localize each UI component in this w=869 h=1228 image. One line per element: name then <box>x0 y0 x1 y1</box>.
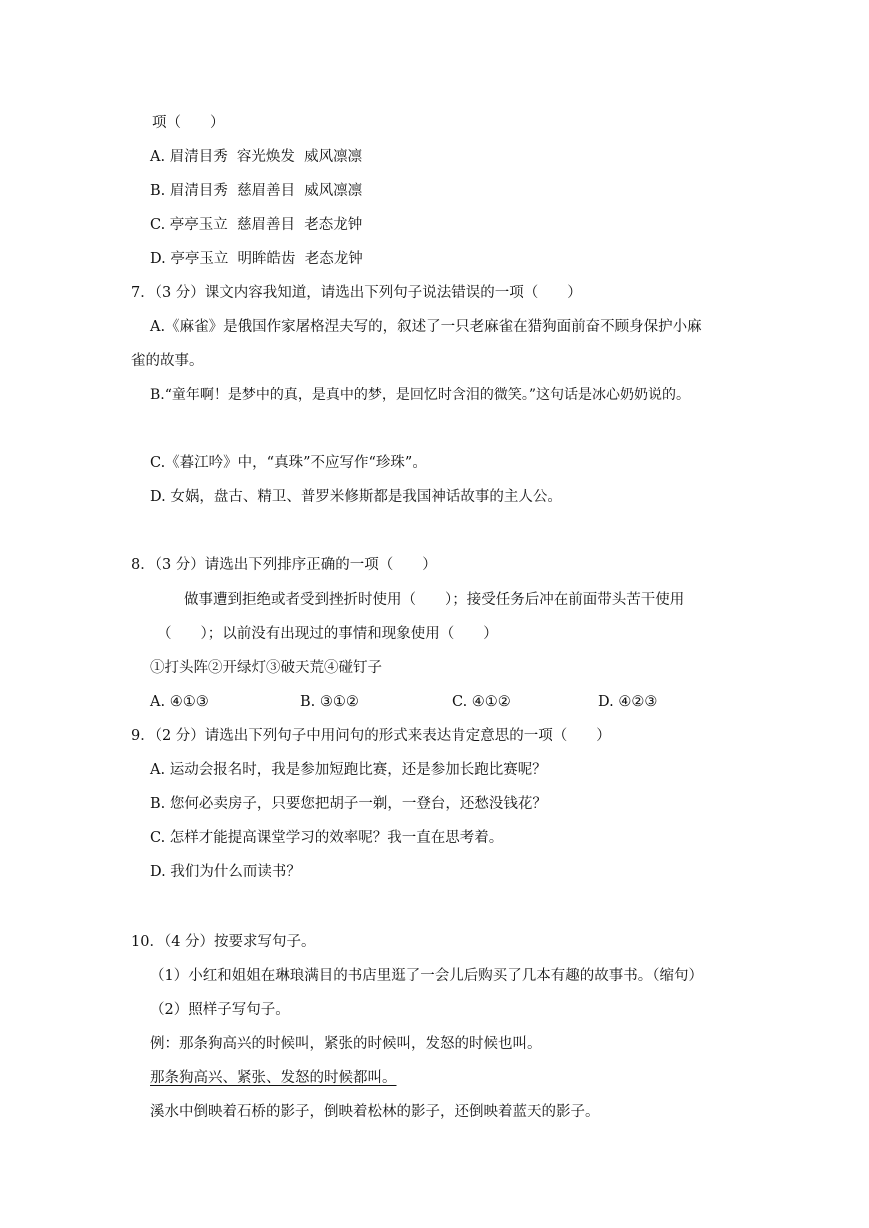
q6-option-a: A. 眉清目秀 容光焕发 威风凛凛 <box>150 149 363 165</box>
q9-option-b: B. 您何必卖房子，只要您把胡子一剃，一登台，还愁没钱花？ <box>150 796 547 812</box>
q8-option-b: B. ③①② <box>300 694 359 710</box>
q7-option-a-line1: A.《麻雀》是俄国作家屠格涅夫写的，叙述了一只老麻雀在猎狗面前奋不顾身保护小麻 <box>150 319 702 335</box>
q6-option-b: B. 眉清目秀 慈眉善目 威风凛凛 <box>150 183 363 199</box>
q10-example-line: 例：那条狗高兴的时候叫，紧张的时候叫，发怒的时候也叫。 <box>150 1036 542 1052</box>
q8-option-c: C. ④①② <box>452 694 511 710</box>
q7-option-a-line2: 雀的故事。 <box>131 353 204 369</box>
q6-option-d: D. 亭亭玉立 明眸皓齿 老态龙钟 <box>150 251 363 267</box>
q8-option-d: D. ④②③ <box>598 694 658 710</box>
q9-stem: 9．（2 分）请选出下列句子中用问句的形式来表达肯定意思的一项（ ） <box>131 728 611 744</box>
q10-task-sentence: 溪水中倒映着石桥的影子，倒映着松林的影子，还倒映着蓝天的影子。 <box>150 1104 600 1120</box>
q9-option-c: C. 怎样才能提高课堂学习的效率呢？我一直在思考着。 <box>150 830 504 846</box>
q6-option-c: C. 亭亭玉立 慈眉善目 老态龙钟 <box>150 217 363 233</box>
q6-stem-end: 项（ ） <box>152 115 225 131</box>
q8-body-line2: （ ）；以前没有出现过的事情和现象使用（ ） <box>157 626 498 642</box>
q9-option-d: D. 我们为什么而读书？ <box>150 864 301 880</box>
q8-body-line1: 做事遭到拒绝或者受到挫折时使用（ ）；接受任务后冲在前面带头苦干使用 <box>184 592 685 608</box>
q8-stem: 8．（3 分）请选出下列排序正确的一项（ ） <box>131 557 437 573</box>
q10-stem: 10．（4 分）按要求写句子。 <box>131 934 316 950</box>
q8-option-a: A. ④①③ <box>150 694 209 710</box>
q8-items: ①打头阵②开绿灯③破天荒④碰钉子 <box>150 660 382 676</box>
q10-part1: （1）小红和姐姐在琳琅满目的书店里逛了一会儿后购买了几本有趣的故事书。（缩句） <box>150 968 703 984</box>
q7-option-c: C.《暮江吟》中，“真珠”不应写作“珍珠”。 <box>150 455 427 471</box>
q7-stem: 7．（3 分）课文内容我知道，请选出下列句子说法错误的一项（ ） <box>131 285 582 301</box>
q7-option-b: B.“童年啊！是梦中的真，是真中的梦，是回忆时含泪的微笑。”这句话是冰心奶奶说的。 <box>150 387 691 403</box>
q9-option-a: A. 运动会报名时，我是参加短跑比赛，还是参加长跑比赛呢？ <box>150 762 547 778</box>
q10-example-answer: 那条狗高兴、紧张、发怒的时候都叫。 <box>150 1070 397 1086</box>
q10-part2: （2）照样子写句子。 <box>150 1002 290 1018</box>
q7-option-d: D. 女娲，盘古、精卫、普罗米修斯都是我国神话故事的主人公。 <box>150 489 562 505</box>
